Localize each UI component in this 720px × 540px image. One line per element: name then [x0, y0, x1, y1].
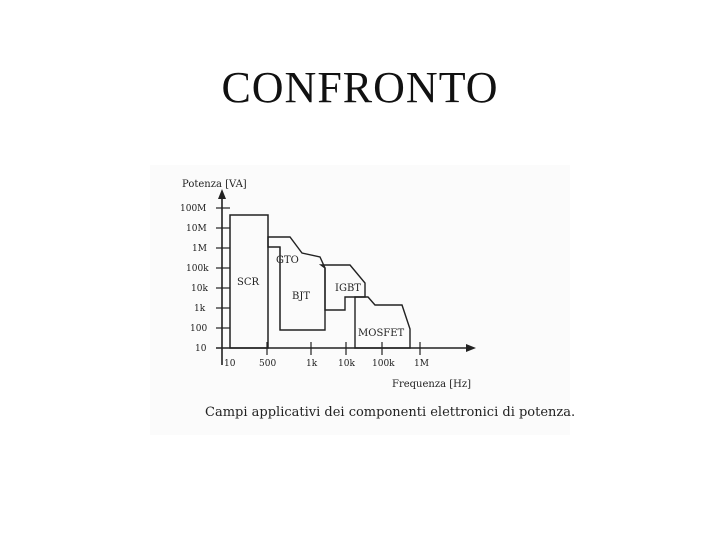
x-axis-arrow [466, 344, 476, 352]
y-tick-label: 1k [194, 304, 206, 314]
y-tick-label: 100M [180, 204, 207, 214]
y-ticks [216, 208, 230, 328]
region-label-bjt: BJT [292, 291, 311, 302]
y-axis-arrow [218, 189, 226, 199]
x-tick-label: 10k [338, 359, 355, 369]
slide-title: CONFRONTO [221, 63, 499, 112]
x-axis-title: Frequenza [Hz] [392, 379, 472, 390]
region-label-igbt: IGBT [335, 283, 361, 294]
region-gto [268, 237, 325, 330]
x-tick-label: 100k [372, 359, 395, 369]
y-tick-label: 10k [191, 284, 208, 294]
x-tick-label: 500 [259, 359, 277, 369]
scanned-figure [150, 165, 570, 435]
x-tick-label: 10 [224, 359, 236, 369]
y-tick-label: 100 [190, 324, 208, 334]
y-tick-label: 100k [186, 264, 209, 274]
y-tick-label: 10M [186, 224, 207, 234]
region-label-scr: SCR [237, 277, 260, 288]
y-axis-title: Potenza [VA] [182, 179, 247, 190]
figure-caption: Campi applicativi dei componenti elettronici di potenza. [205, 405, 576, 420]
region-label-gto: GTO [276, 255, 299, 266]
region-mosfet [355, 297, 410, 348]
application-range-diagram [150, 165, 570, 435]
y-tick-label: 10 [195, 344, 207, 354]
x-tick-label: 1k [306, 359, 318, 369]
y-tick-label: 1M [192, 244, 207, 254]
region-label-mosfet: MOSFET [358, 328, 405, 339]
x-tick-label: 1M [414, 359, 429, 369]
